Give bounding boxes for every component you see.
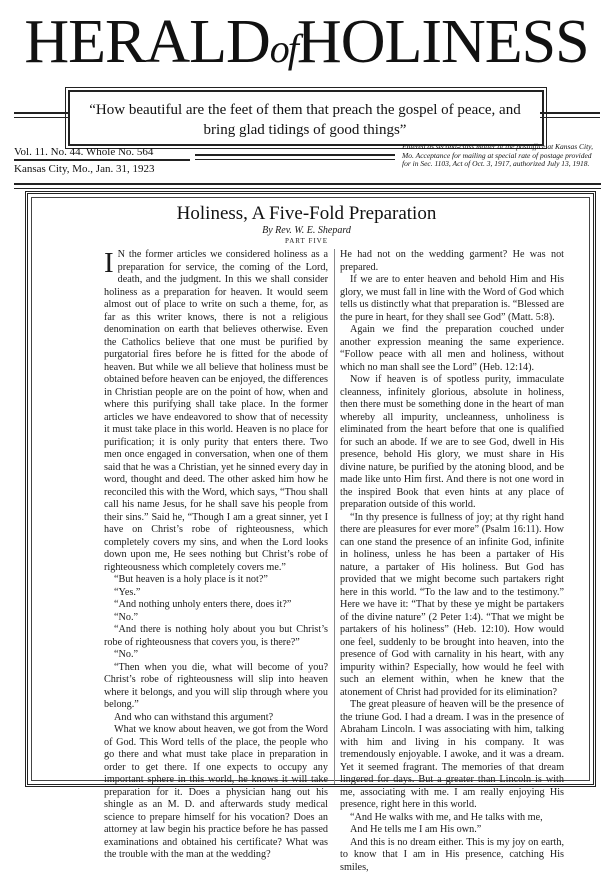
paragraph: And this is no dream either. This is my joy on earth, to know that I am in His presence, catching His smiles, <box>340 837 564 874</box>
ornament-rule-right <box>540 112 600 118</box>
article-byline: By Rev. W. E. Shepard <box>0 225 613 236</box>
motto-line-2: bring glad tidings of good things” <box>76 120 534 140</box>
drop-cap: I <box>104 251 114 276</box>
paragraph: Now if heaven is of spotless purity, immaculate cleanness, infinitely glorious, absolute in holiness, then there must be something done in the heart of man whereby all impurity, uncleanness, unholiness is eliminated from the heart before that one is qualified for such an abode. If we are to see God, dwell in His presence, behold His glory, we must share in His divine nature, be purified by the atoning blood, and be made like unto Him first. And there is not one word in the inspired Book that even hints at any place of preparation outside of this world. <box>340 374 564 512</box>
paragraph: I N the former articles we considered holiness as a preparation for service, the coming of the Lord, death, and the judgment. In this we shall consider holiness as a preparation for heaven. It would seem almost out of place to write on such a theme, for, as far as this writer knows, there is not a religious denomination on earth that believes otherwise. Even the Catholics believe that one must be purified by purgatorial fires before he is fitted for the abode of heaven. But while we all believe that holiness must be obtained before heaven can be enjoyed, the differences in Christian people are on the point of how, when and where this purifying shall take place. In the former articles we have endeavored to show that of necessity it must take place in this world. Heaven is no place for purification; it is only purity that enters there. Two men once engaged in conversation, when one of them said that he was a Christian, yet he sinned every day in word, thought and deed. The other asked him how he reconciled this with the Word, which says, “Thou shall call his name Jesus, for he shall save his people from their sins.” Said he, “Though I am a great sinner, yet I have on Christ’s robe of righteousness, which completely covers my sins, and when the Lord looks down upon me, He sees nothing but Christ’s robe of righteousness which completely covers me.” <box>104 249 328 574</box>
dialogue-line: “Yes.” <box>104 587 328 600</box>
masthead <box>0 10 613 81</box>
dialogue-line: “And nothing unholy enters there, does it?” <box>104 599 328 612</box>
dialogue-line: “And there is nothing holy about you but Christ’s robe of righteousness that covers you, is there?” <box>104 624 328 649</box>
motto-line-1: “How beautiful are the feet of them that preach the gospel of peace, and <box>76 100 534 120</box>
article-part: PART FIVE <box>0 237 613 245</box>
issue-volume: Vol. 11. No. 44. Whole No. 564 <box>14 146 153 158</box>
dialogue-line: “But heaven is a holy place is it not?” <box>104 574 328 587</box>
article-title: Holiness, A Five-Fold Preparation <box>0 203 613 225</box>
masthead-holiness: HOLINESS <box>297 8 589 76</box>
paragraph: He had not on the wedding garment? He was not prepared. <box>340 249 564 274</box>
poem-line: And He tells me I am His own.” <box>340 824 564 837</box>
issue-place-date: Kansas City, Mo., Jan. 31, 1923 <box>14 163 154 175</box>
dialogue-line: “Then when you die, what will become of you? Christ’s robe of righteousness will slip into heaven where it belongs, and you will slip through where you belong.” <box>104 662 328 712</box>
paragraph: If we are to enter heaven and behold Him and His glory, we must fall in line with the Word of God which tells us distinctly what that preparation is. “Blessed are the pure in heart, for they shall see God” (Matt. 5:8). <box>340 274 564 324</box>
ornament-rule-left <box>14 112 68 118</box>
motto <box>76 100 534 140</box>
dialogue-line: “No.” <box>104 612 328 625</box>
column-gutter <box>334 249 335 784</box>
entry-notice: Entered as second-class matter at the postoffice at Kansas City, Mo. Acceptance for mailing at special rate of postage provided for in Sec. 1103, Act of Oct. 3, 1917, authorized July 13, 1918. <box>402 143 602 169</box>
masthead-herald: HERALD <box>24 8 269 76</box>
article-column-left <box>104 249 328 862</box>
paragraph: And who can withstand this argument? <box>104 712 328 725</box>
header-rule-mid <box>195 154 395 160</box>
article-column-right <box>340 249 564 874</box>
issue-divider <box>14 159 190 162</box>
paragraph: Again we find the preparation couched under another expression meaning the same experience. “Follow peace with all men and holiness, without which no man shall see the Lord” (Heb. 12:14). <box>340 324 564 374</box>
masthead-of: of <box>270 26 297 71</box>
header-rule-bottom <box>14 183 601 189</box>
paragraph: “In thy presence is fullness of joy; at thy right hand there are pleasures for ever more” (Psalm 16:11). How can one stand the presence of an infinite God, infinite in holiness, unless he has been a partaker of His nature, a partaker of His holiness. But God has provided that we might become such partakers right here in this world. “To the law and to the testimony.” Here we have it: “That by these ye might be partakers of the divine nature” (2 Peter 1:4). “That we might be partakers of his holiness” (Heb. 12:10). How would one feel, suddenly to be brought into heaven, into the presence of God with carnality in his heart, with any impurity within? Especially, how would he feel with such an element within, when he knew that the atonement of Christ had provided for its elimination? <box>340 512 564 700</box>
paragraph: What we know about heaven, we got from the Word of God. This Word tells of the place, the people who go there and what must take place in preparation in order to get there. If one expects to occupy any important sphere in this world, he knows it will take preparation for it. Does a physician hang out his shingle as an M. D. and afterwards study medical science to prepare himself for his vocation? Does an attorney at law begin his practice before he has passed examinations and obtained his certificate? What was the trouble with the man at the wedding? <box>104 724 328 862</box>
dialogue-line: “No.” <box>104 649 328 662</box>
paragraph: The great pleasure of heaven will be the presence of the triune God. I had a dream. I was in the presence of Abraham Lincoln. I was associating with him, talking with him and living in his company. It was tremendously enjoyable. I awoke, and it was a dream. Yet it seemed fragrant. The memories of that dream lingered for days. But a greater than Lincoln is with me, associating with me. I am really enjoying His presence, right here in this world. <box>340 699 564 812</box>
poem-line: “And He walks with me, and He talks with me, <box>340 812 564 825</box>
